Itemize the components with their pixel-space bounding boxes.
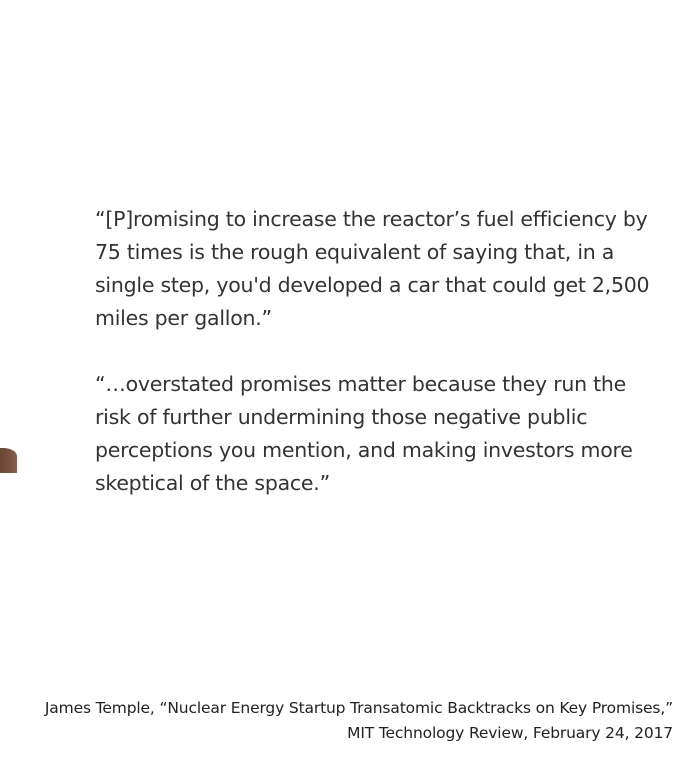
citation-line-source-date: MIT Technology Review, February 24, 2017 [347,724,673,742]
quote-block [95,203,655,500]
quote-overstated-promises: “…overstated promises matter because they run the risk of further undermining those negative public perceptions you mention, and making investors more skeptical of the space.” [95,372,633,495]
cropped-image-fragment [0,448,17,473]
citation-line-author-title: James Temple, “Nuclear Energy Startup Transatomic Backtracks on Key Promises,” [44,699,673,717]
citation [45,696,673,746]
quote-fuel-efficiency: “[P]romising to increase the reactor’s fuel efficiency by 75 times is the rough equivalent of saying that, in a single step, you'd developed a car that could get 2,500 miles per gallon.” [95,207,650,330]
